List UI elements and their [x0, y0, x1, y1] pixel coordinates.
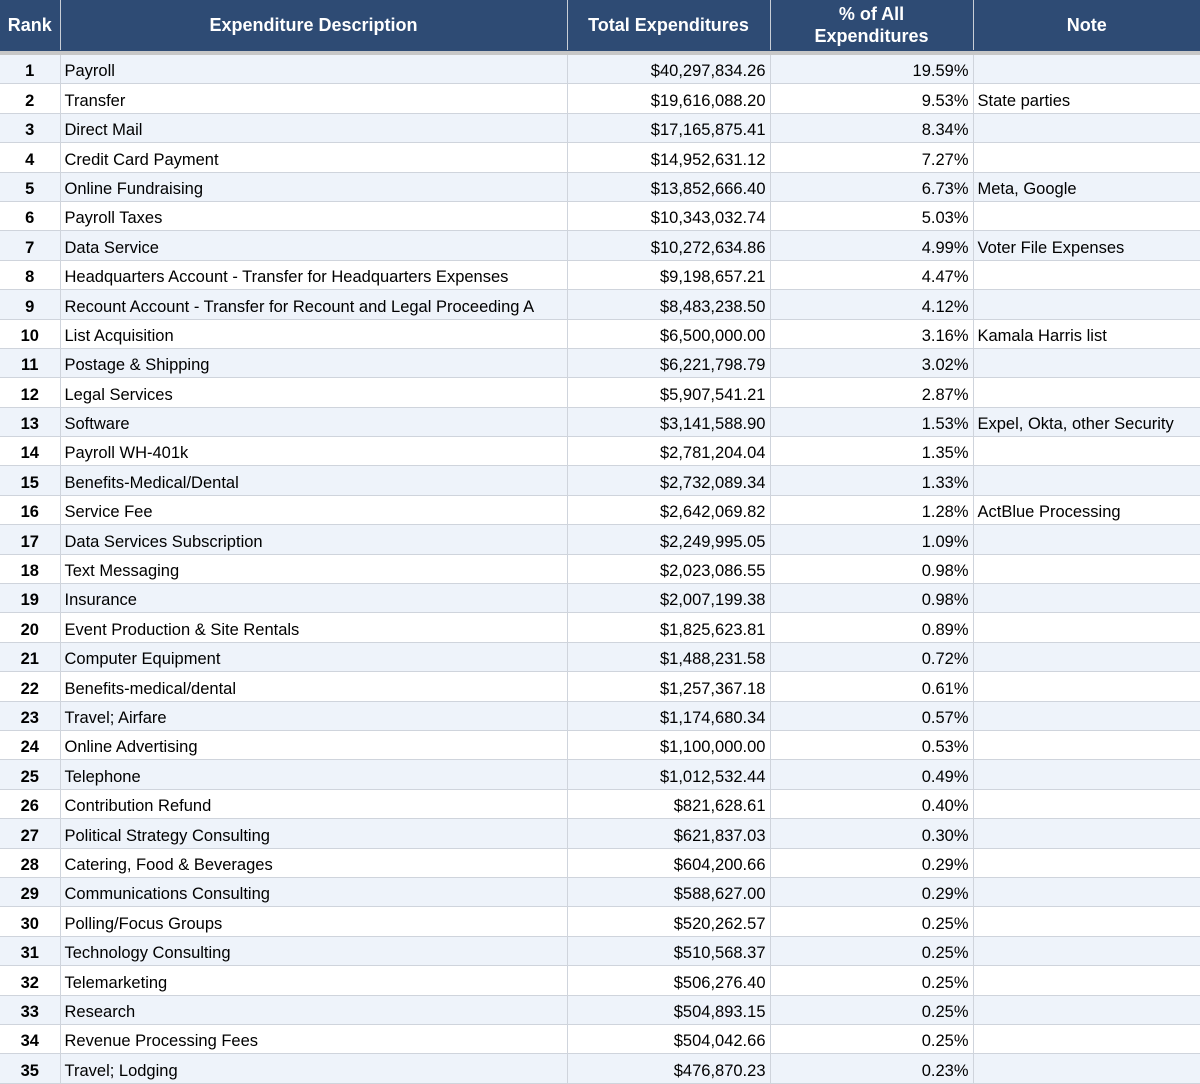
- note-cell[interactable]: [973, 877, 1200, 906]
- table-row: [0, 613, 1200, 642]
- rank-cell[interactable]: 31: [0, 936, 60, 965]
- description-cell[interactable]: Payroll Taxes: [60, 201, 567, 230]
- rank-cell[interactable]: 17: [0, 525, 60, 554]
- description-cell[interactable]: Online Fundraising: [60, 172, 567, 201]
- description-cell[interactable]: Transfer: [60, 84, 567, 113]
- percent-cell[interactable]: 0.40%: [770, 789, 973, 818]
- percent-cell[interactable]: 9.53%: [770, 84, 973, 113]
- note-cell[interactable]: [973, 789, 1200, 818]
- rank-cell[interactable]: 5: [0, 172, 60, 201]
- rank-cell[interactable]: 7: [0, 231, 60, 260]
- table-body: [0, 51, 1200, 1084]
- header-note[interactable]: Note: [973, 0, 1200, 51]
- total-cell[interactable]: $1,257,367.18: [567, 672, 770, 701]
- rank-cell[interactable]: 30: [0, 907, 60, 936]
- rank-cell[interactable]: 22: [0, 672, 60, 701]
- note-cell[interactable]: [973, 1054, 1200, 1083]
- table-row: [0, 907, 1200, 936]
- note-cell[interactable]: [973, 613, 1200, 642]
- header-description[interactable]: Expenditure Description: [60, 0, 567, 51]
- table-row: [0, 55, 1200, 84]
- note-cell[interactable]: [973, 201, 1200, 230]
- table-row: [0, 760, 1200, 789]
- note-cell[interactable]: [973, 437, 1200, 466]
- total-cell[interactable]: $2,642,069.82: [567, 495, 770, 524]
- percent-cell[interactable]: 7.27%: [770, 143, 973, 172]
- rank-cell[interactable]: 34: [0, 1024, 60, 1053]
- description-cell[interactable]: Benefits-medical/dental: [60, 672, 567, 701]
- percent-cell[interactable]: 0.29%: [770, 877, 973, 906]
- table-row: [0, 260, 1200, 289]
- percent-cell[interactable]: 0.25%: [770, 907, 973, 936]
- description-cell[interactable]: Telemarketing: [60, 966, 567, 995]
- total-cell[interactable]: $1,012,532.44: [567, 760, 770, 789]
- percent-cell[interactable]: 4.47%: [770, 260, 973, 289]
- total-cell[interactable]: $6,221,798.79: [567, 348, 770, 377]
- percent-cell[interactable]: 0.98%: [770, 584, 973, 613]
- table-row: [0, 936, 1200, 965]
- total-cell[interactable]: $1,488,231.58: [567, 642, 770, 671]
- total-cell[interactable]: $1,174,680.34: [567, 701, 770, 730]
- percent-cell[interactable]: 1.28%: [770, 495, 973, 524]
- rank-cell[interactable]: 33: [0, 995, 60, 1024]
- total-cell[interactable]: $2,781,204.04: [567, 437, 770, 466]
- percent-cell[interactable]: 4.99%: [770, 231, 973, 260]
- header-rank[interactable]: Rank: [0, 0, 60, 51]
- note-cell[interactable]: [973, 348, 1200, 377]
- note-cell[interactable]: [973, 378, 1200, 407]
- table-row: [0, 554, 1200, 583]
- description-cell[interactable]: Contribution Refund: [60, 789, 567, 818]
- percent-cell[interactable]: 0.72%: [770, 642, 973, 671]
- header-row: [0, 0, 1200, 51]
- note-cell[interactable]: [973, 113, 1200, 142]
- percent-cell[interactable]: 0.61%: [770, 672, 973, 701]
- table-row: [0, 525, 1200, 554]
- table-row: [0, 848, 1200, 877]
- rank-cell[interactable]: 10: [0, 319, 60, 348]
- table-row: [0, 672, 1200, 701]
- total-cell[interactable]: $621,837.03: [567, 819, 770, 848]
- description-cell[interactable]: Text Messaging: [60, 554, 567, 583]
- table-row: [0, 378, 1200, 407]
- header-percent-line2: Expenditures: [814, 26, 929, 46]
- total-cell[interactable]: $476,870.23: [567, 1054, 770, 1083]
- total-cell[interactable]: $1,825,623.81: [567, 613, 770, 642]
- table-row: [0, 348, 1200, 377]
- total-cell[interactable]: $604,200.66: [567, 848, 770, 877]
- total-cell[interactable]: $504,893.15: [567, 995, 770, 1024]
- note-cell[interactable]: [973, 584, 1200, 613]
- table-row: [0, 1024, 1200, 1053]
- description-cell[interactable]: Event Production & Site Rentals: [60, 613, 567, 642]
- percent-cell[interactable]: 2.87%: [770, 378, 973, 407]
- note-cell[interactable]: ActBlue Processing: [973, 495, 1200, 524]
- header-percent-line1: % of All: [838, 4, 905, 24]
- rank-cell[interactable]: 18: [0, 554, 60, 583]
- table-row: [0, 466, 1200, 495]
- percent-cell[interactable]: 0.30%: [770, 819, 973, 848]
- note-cell[interactable]: Kamala Harris list: [973, 319, 1200, 348]
- note-cell[interactable]: [973, 819, 1200, 848]
- total-cell[interactable]: $9,198,657.21: [567, 260, 770, 289]
- rank-cell[interactable]: 4: [0, 143, 60, 172]
- rank-cell[interactable]: 11: [0, 348, 60, 377]
- percent-cell[interactable]: 3.16%: [770, 319, 973, 348]
- table-row: [0, 701, 1200, 730]
- total-cell[interactable]: $8,483,238.50: [567, 290, 770, 319]
- rank-cell[interactable]: 3: [0, 113, 60, 142]
- percent-cell[interactable]: 0.23%: [770, 1054, 973, 1083]
- table-row: [0, 495, 1200, 524]
- header-percent-of-all[interactable]: [770, 0, 973, 51]
- description-cell[interactable]: Software: [60, 407, 567, 436]
- note-cell[interactable]: State parties: [973, 84, 1200, 113]
- total-cell[interactable]: $10,343,032.74: [567, 201, 770, 230]
- total-cell[interactable]: $3,141,588.90: [567, 407, 770, 436]
- percent-cell[interactable]: 0.49%: [770, 760, 973, 789]
- description-cell[interactable]: Postage & Shipping: [60, 348, 567, 377]
- table-row: [0, 966, 1200, 995]
- table-row: [0, 319, 1200, 348]
- table-row: [0, 407, 1200, 436]
- description-cell[interactable]: Payroll: [60, 55, 567, 84]
- description-cell[interactable]: Recount Account - Transfer for Recount and Legal Proceeding A: [60, 290, 567, 319]
- total-cell[interactable]: $2,732,089.34: [567, 466, 770, 495]
- table-row: [0, 1054, 1200, 1083]
- total-cell[interactable]: $2,007,199.38: [567, 584, 770, 613]
- total-cell[interactable]: $5,907,541.21: [567, 378, 770, 407]
- table-row: [0, 84, 1200, 113]
- description-cell[interactable]: Online Advertising: [60, 730, 567, 759]
- rank-cell[interactable]: 32: [0, 966, 60, 995]
- percent-cell[interactable]: 0.25%: [770, 936, 973, 965]
- note-cell[interactable]: Voter File Expenses: [973, 231, 1200, 260]
- percent-cell[interactable]: 0.89%: [770, 613, 973, 642]
- table-row: [0, 995, 1200, 1024]
- note-cell[interactable]: [973, 672, 1200, 701]
- note-cell[interactable]: [973, 760, 1200, 789]
- rank-cell[interactable]: 23: [0, 701, 60, 730]
- note-cell[interactable]: [973, 907, 1200, 936]
- percent-cell[interactable]: 1.35%: [770, 437, 973, 466]
- description-cell[interactable]: Direct Mail: [60, 113, 567, 142]
- note-cell[interactable]: [973, 1024, 1200, 1053]
- total-cell[interactable]: $6,500,000.00: [567, 319, 770, 348]
- total-cell[interactable]: $13,852,666.40: [567, 172, 770, 201]
- table-row: [0, 290, 1200, 319]
- percent-cell[interactable]: 0.25%: [770, 966, 973, 995]
- description-cell[interactable]: Travel; Lodging: [60, 1054, 567, 1083]
- rank-cell[interactable]: 8: [0, 260, 60, 289]
- percent-cell[interactable]: 0.25%: [770, 995, 973, 1024]
- description-cell[interactable]: Research: [60, 995, 567, 1024]
- rank-cell[interactable]: 21: [0, 642, 60, 671]
- percent-cell[interactable]: 8.34%: [770, 113, 973, 142]
- percent-cell[interactable]: 0.25%: [770, 1024, 973, 1053]
- rank-cell[interactable]: 35: [0, 1054, 60, 1083]
- total-cell[interactable]: $520,262.57: [567, 907, 770, 936]
- description-cell[interactable]: Polling/Focus Groups: [60, 907, 567, 936]
- note-cell[interactable]: [973, 525, 1200, 554]
- description-cell[interactable]: Service Fee: [60, 495, 567, 524]
- note-cell[interactable]: Expel, Okta, other Security: [973, 407, 1200, 436]
- rank-cell[interactable]: 20: [0, 613, 60, 642]
- description-cell[interactable]: Benefits-Medical/Dental: [60, 466, 567, 495]
- description-cell[interactable]: List Acquisition: [60, 319, 567, 348]
- description-cell[interactable]: Data Services Subscription: [60, 525, 567, 554]
- header-total-expenditures[interactable]: Total Expenditures: [567, 0, 770, 51]
- table-row: [0, 113, 1200, 142]
- total-cell[interactable]: $2,023,086.55: [567, 554, 770, 583]
- rank-cell[interactable]: 15: [0, 466, 60, 495]
- percent-cell[interactable]: 5.03%: [770, 201, 973, 230]
- table-row: [0, 877, 1200, 906]
- rank-cell[interactable]: 25: [0, 760, 60, 789]
- rank-cell[interactable]: 12: [0, 378, 60, 407]
- description-cell[interactable]: Payroll WH-401k: [60, 437, 567, 466]
- total-cell[interactable]: $40,297,834.26: [567, 55, 770, 84]
- rank-cell[interactable]: 19: [0, 584, 60, 613]
- rank-cell[interactable]: 14: [0, 437, 60, 466]
- percent-cell[interactable]: 0.57%: [770, 701, 973, 730]
- note-cell[interactable]: [973, 848, 1200, 877]
- table-row: [0, 437, 1200, 466]
- percent-cell[interactable]: 0.53%: [770, 730, 973, 759]
- rank-cell[interactable]: 16: [0, 495, 60, 524]
- description-cell[interactable]: Computer Equipment: [60, 642, 567, 671]
- percent-cell[interactable]: 4.12%: [770, 290, 973, 319]
- note-cell[interactable]: [973, 995, 1200, 1024]
- total-cell[interactable]: $821,628.61: [567, 789, 770, 818]
- table-row: [0, 730, 1200, 759]
- table-row: [0, 231, 1200, 260]
- rank-cell[interactable]: 27: [0, 819, 60, 848]
- description-cell[interactable]: Travel; Airfare: [60, 701, 567, 730]
- note-cell[interactable]: [973, 466, 1200, 495]
- note-cell[interactable]: [973, 554, 1200, 583]
- note-cell[interactable]: [973, 701, 1200, 730]
- note-cell[interactable]: [973, 143, 1200, 172]
- total-cell[interactable]: $10,272,634.86: [567, 231, 770, 260]
- note-cell[interactable]: [973, 966, 1200, 995]
- percent-cell[interactable]: 0.98%: [770, 554, 973, 583]
- description-cell[interactable]: Communications Consulting: [60, 877, 567, 906]
- total-cell[interactable]: $504,042.66: [567, 1024, 770, 1053]
- description-cell[interactable]: Catering, Food & Beverages: [60, 848, 567, 877]
- note-cell[interactable]: [973, 936, 1200, 965]
- total-cell[interactable]: $2,249,995.05: [567, 525, 770, 554]
- rank-cell[interactable]: 1: [0, 55, 60, 84]
- note-cell[interactable]: [973, 55, 1200, 84]
- table-row: [0, 172, 1200, 201]
- percent-cell[interactable]: 1.33%: [770, 466, 973, 495]
- description-cell[interactable]: Legal Services: [60, 378, 567, 407]
- percent-cell[interactable]: 6.73%: [770, 172, 973, 201]
- rank-cell[interactable]: 6: [0, 201, 60, 230]
- note-cell[interactable]: [973, 730, 1200, 759]
- total-cell[interactable]: $1,100,000.00: [567, 730, 770, 759]
- rank-cell[interactable]: 29: [0, 877, 60, 906]
- rank-cell[interactable]: 24: [0, 730, 60, 759]
- total-cell[interactable]: $506,276.40: [567, 966, 770, 995]
- percent-cell[interactable]: 19.59%: [770, 55, 973, 84]
- total-cell[interactable]: $510,568.37: [567, 936, 770, 965]
- rank-cell[interactable]: 2: [0, 84, 60, 113]
- table-row: [0, 143, 1200, 172]
- total-cell[interactable]: $588,627.00: [567, 877, 770, 906]
- table-row: [0, 584, 1200, 613]
- description-cell[interactable]: Political Strategy Consulting: [60, 819, 567, 848]
- description-cell[interactable]: Credit Card Payment: [60, 143, 567, 172]
- note-cell[interactable]: [973, 642, 1200, 671]
- note-cell[interactable]: [973, 260, 1200, 289]
- rank-cell[interactable]: 9: [0, 290, 60, 319]
- description-cell[interactable]: Technology Consulting: [60, 936, 567, 965]
- rank-cell[interactable]: 13: [0, 407, 60, 436]
- table-header: [0, 0, 1200, 51]
- table-row: [0, 819, 1200, 848]
- description-cell[interactable]: Telephone: [60, 760, 567, 789]
- percent-cell[interactable]: 1.53%: [770, 407, 973, 436]
- percent-cell[interactable]: 0.29%: [770, 848, 973, 877]
- note-cell[interactable]: Meta, Google: [973, 172, 1200, 201]
- table-row: [0, 789, 1200, 818]
- total-cell[interactable]: $17,165,875.41: [567, 113, 770, 142]
- note-cell[interactable]: [973, 290, 1200, 319]
- total-cell[interactable]: $19,616,088.20: [567, 84, 770, 113]
- description-cell[interactable]: Revenue Processing Fees: [60, 1024, 567, 1053]
- percent-cell[interactable]: 3.02%: [770, 348, 973, 377]
- total-cell[interactable]: $14,952,631.12: [567, 143, 770, 172]
- rank-cell[interactable]: 26: [0, 789, 60, 818]
- description-cell[interactable]: Data Service: [60, 231, 567, 260]
- table-row: [0, 201, 1200, 230]
- rank-cell[interactable]: 28: [0, 848, 60, 877]
- description-cell[interactable]: Insurance: [60, 584, 567, 613]
- description-cell[interactable]: Headquarters Account - Transfer for Headquarters Expenses: [60, 260, 567, 289]
- table-row: [0, 642, 1200, 671]
- percent-cell[interactable]: 1.09%: [770, 525, 973, 554]
